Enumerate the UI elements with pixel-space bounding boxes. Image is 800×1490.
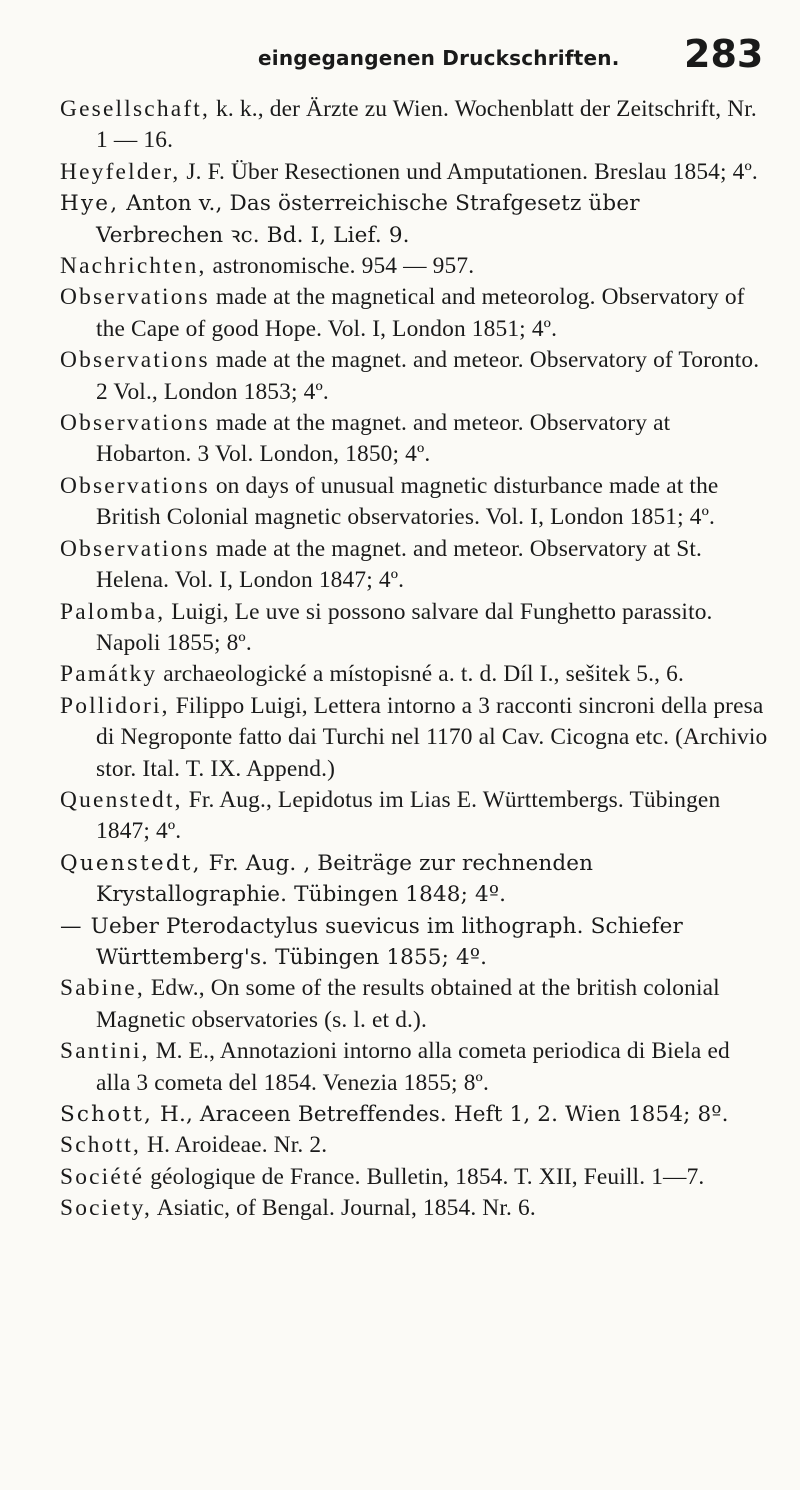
entry-text: made at the magnet. and meteor. Observatory at Hobarton. 3 Vol. London, 1850; 4º. (96, 410, 671, 468)
list-item (60, 471, 770, 534)
list-item (60, 345, 770, 408)
list-item (60, 911, 770, 974)
list-item (60, 408, 770, 471)
entry-text: Anton v., Das österreichische Strafgesetz über Verbrechen ꝛc. Bd. I, Lief. 9. (96, 191, 640, 248)
entry-text: H., Araceen Betreffendes. Heft 1, 2. Wien 1854; 8º. (153, 1102, 729, 1127)
entry-text: géologique de France. Bulletin, 1854. T. XII, Feuill. 1—7. (144, 1163, 705, 1190)
entry-head: Sabine, (60, 975, 145, 1002)
entry-head: Heyfelder, (60, 158, 181, 185)
entry-head: Gesellschaft, (60, 96, 211, 122)
entry-head: Quenstedt, (60, 850, 202, 876)
entry-text: archaeologické a místopisné a. t. d. Díl I., sešitek 5., 6. (157, 661, 684, 688)
entry-head: Society, (60, 1195, 153, 1222)
entry-text: Edw., On some of the results obtained at the british colonial Magnetic observatories (s. l. et d.). (96, 975, 720, 1033)
entry-head: Schott, (60, 1132, 142, 1159)
entry-head: Société (60, 1163, 145, 1190)
list-item (60, 534, 770, 597)
list-item (60, 785, 770, 848)
entry-head: Hye, (60, 191, 120, 217)
entry-text: astronomische. 954 — 957. (206, 253, 475, 280)
entry-head: Quenstedt, (60, 786, 183, 813)
list-item (60, 188, 770, 251)
entry-text: H. Aroideae. Nr. 2. (141, 1132, 328, 1159)
entry-head: Palomba, (60, 598, 166, 625)
entry-head: Observations (60, 472, 210, 499)
entry-head: Observations (60, 347, 210, 374)
list-item (60, 1162, 770, 1193)
list-item (60, 157, 770, 188)
list-item (60, 973, 770, 1036)
entry-text: made at the magnet. and meteor. Observatory of Toronto. 2 Vol., London 1853; 4º. (96, 347, 760, 405)
entry-text: on days of unusual magnetic disturbance made at the British Colonial magnetic observatories. Vol. I, London 1851; 4º. (96, 472, 719, 531)
entry-head: — (60, 913, 84, 939)
entry-text: made at the magnetical and meteorolog. Observatory of the Cape of good Hope. Vol. I, London 1851; 4º. (96, 284, 745, 342)
list-item (60, 251, 770, 282)
entry-text: Luigi, Le uve si possono salvare dal Funghetto parassito. Napoli 1855; 8º. (96, 598, 713, 656)
list-item (60, 94, 770, 157)
entry-head: Pollidori, (60, 692, 170, 719)
bibliography-list (60, 94, 770, 1225)
entry-text: M. E., Annotazioni intorno alla cometa periodica di Biela ed alla 3 cometa del 1854. Venezia 1855; 8º. (96, 1038, 730, 1096)
entry-head: Nachrichten, (60, 253, 207, 280)
list-item (60, 1036, 770, 1099)
entry-head: Observations (60, 535, 210, 562)
entry-head: Observations (60, 284, 210, 311)
entry-text: made at the magnet. and meteor. Observatory at St. Helena. Vol. I, London 1847; 4º. (96, 535, 703, 594)
entry-text: Asiatic, of Bengal. Journal, 1854. Nr. 6. (152, 1195, 536, 1222)
list-item (60, 691, 770, 785)
list-item (60, 848, 770, 911)
list-item (60, 282, 770, 345)
entry-text: J. F. Über Resectionen und Amputationen. Breslau 1854; 4º. (180, 158, 758, 185)
entry-text: Fr. Aug. , Beiträge zur rechnenden Krystallographie. Tübingen 1848; 4º. (96, 850, 594, 908)
list-item (60, 1130, 770, 1161)
list-item (60, 1193, 770, 1224)
list-item (60, 597, 770, 660)
entry-head: Památky (60, 661, 158, 688)
entry-head: Santini, (60, 1038, 150, 1065)
running-head: eingegangenen Druckschriften. (258, 46, 620, 70)
entry-head: Observations (60, 410, 210, 437)
page-header (0, 32, 800, 86)
entry-head: Schott, (60, 1102, 154, 1127)
entry-text: Fr. Aug., Lepidotus im Lias E. Württembergs. Tübingen 1847; 4º. (96, 786, 721, 845)
list-item (60, 659, 770, 690)
entry-text: Ueber Pterodactylus suevicus im lithograph. Schiefer Württemberg's. Tübingen 1855; 4º. (83, 913, 683, 970)
entry-text: Filippo Luigi, Lettera intorno a 3 racconti sincroni della presa di Negroponte fatto dai Turchi nel 1170 al Cav. Cicogna etc. (Archivio stor. Ital. T. IX. Append.) (96, 692, 768, 782)
list-item (60, 1099, 770, 1130)
page-number: 283 (684, 32, 764, 76)
entry-text: k. k., der Ärzte zu Wien. Wochenblatt der Zeitschrift, Nr. 1 — 16. (96, 96, 757, 154)
